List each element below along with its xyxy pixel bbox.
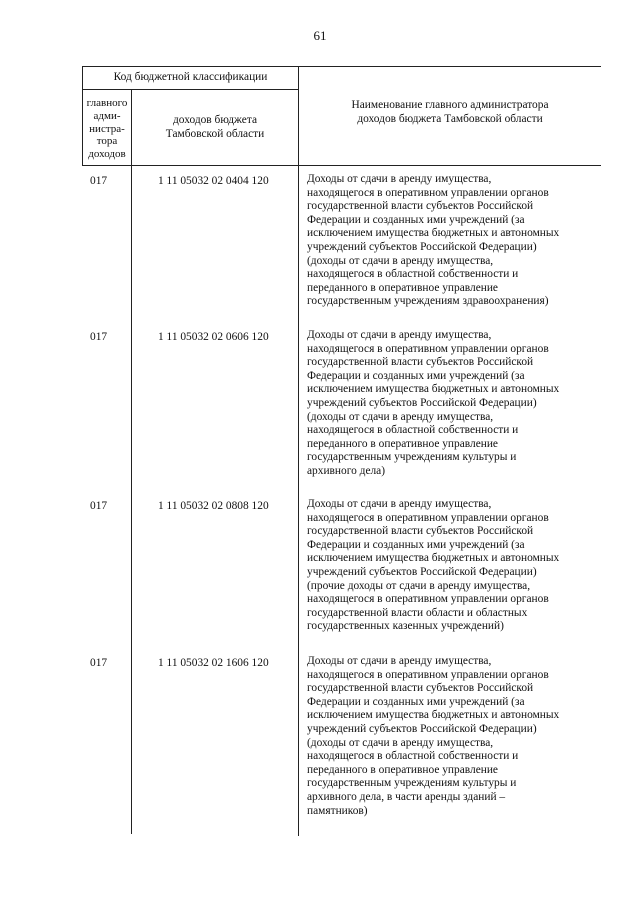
header-bottom-border	[82, 165, 601, 166]
column-divider-1	[131, 89, 132, 834]
revenue-code-cell: 1 11 05032 02 0606 120	[158, 331, 269, 343]
revenue-code-cell: 1 11 05032 02 1606 120	[158, 657, 269, 669]
revenue-code-cell: 1 11 05032 02 0808 120	[158, 500, 269, 512]
column-divider-2	[298, 66, 299, 836]
revenue-name-cell: Доходы от сдачи в аренду имущества, находящегося в оперативном управлении органов государственной власти субъектов Российской Федерации и созданных ими учреждений (за исключением имущества бюджетных и автономных учреждений субъектов Российской Федерации) (доходы от сдачи в аренду имущества, находящегося в областной собственности и переданного в оперативное управление государственным учреждениям культуры и архивного дела)	[307, 329, 560, 477]
revenue-name-cell: Доходы от сдачи в аренду имущества, находящегося в оперативном управлении органов государственной власти субъектов Российской Федерации и созданных ими учреждений (за исключением имущества бюджетных и автономных учреждений субъектов Российской Федерации) (доходы от сдачи в аренду имущества, находящегося в областной собственности и переданного в оперативное управление государственным учреждениям здравоохранения)	[307, 173, 560, 308]
admin-code-cell: 017	[90, 175, 108, 187]
header-group-divider	[82, 89, 298, 90]
revenue-code-cell: 1 11 05032 02 0404 120	[158, 175, 269, 187]
revenue-name-cell: Доходы от сдачи в аренду имущества, находящегося в оперативном управлении органов государственной власти субъектов Российской Федерации и созданных ими учреждений (за исключением имущества бюджетных и автономных учреждений субъектов Российской Федерации) (прочие доходы от сдачи в аренду имущества, находящегося в оперативном управлении органов государственной власти области и областных государственных казенных учреждений)	[307, 498, 560, 633]
page-number: 61	[313, 28, 327, 43]
header-revenue-code: доходов бюджета Тамбовской области	[165, 114, 265, 140]
header-admin-code: главного адми- нистра- тора доходов	[86, 97, 128, 161]
admin-code-cell: 017	[90, 500, 108, 512]
admin-code-cell: 017	[90, 331, 108, 343]
table-top-border	[82, 66, 601, 67]
header-group-title: Код бюджетной классификации	[113, 71, 268, 83]
revenue-name-cell: Доходы от сдачи в аренду имущества, находящегося в оперативном управлении органов государственной власти субъектов Российской Федерации и созданных ими учреждений (за исключением имущества бюджетных и автономных учреждений субъектов Российской Федерации) (доходы от сдачи в аренду имущества, находящегося в областной собственности и переданного в оперативное управление государственным учреждениям культуры и архивного дела, в части аренды зданий – памятников)	[307, 655, 560, 817]
header-name: Наименование главного администратора доходов бюджета Тамбовской области	[351, 99, 549, 125]
admin-code-cell: 017	[90, 657, 108, 669]
